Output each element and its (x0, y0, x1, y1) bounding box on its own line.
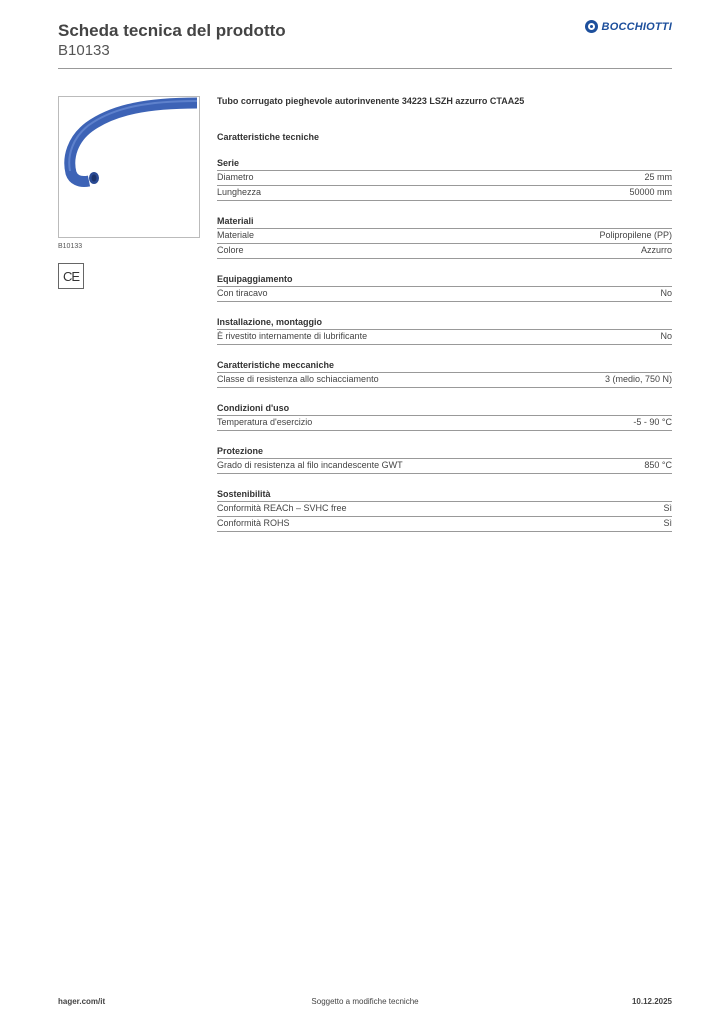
bocchiotti-logo-icon (585, 20, 598, 33)
spec-value: 3 (medio, 750 N) (604, 374, 672, 384)
section-materiali (217, 215, 672, 259)
section-condizioni (217, 402, 672, 431)
ce-mark-icon: CE (58, 263, 84, 289)
spec-value: 50000 mm (629, 187, 672, 197)
spec-row (217, 185, 672, 201)
product-title: Tubo corrugato pieghevole autorinvenente 34223 LSZH azzurro CTAA25 (217, 96, 525, 106)
footer-website-link[interactable]: hager.com/it (58, 997, 106, 1006)
section-title: Serie (217, 158, 240, 168)
product-image (58, 96, 200, 238)
section-equipaggiamento (217, 273, 672, 302)
tech-heading: Caratteristiche tecniche (217, 132, 320, 142)
spec-label: Con tiracavo (217, 288, 268, 298)
spec-row (217, 243, 672, 259)
spec-label: Temperatura d'esercizio (217, 417, 313, 427)
spec-label: Diametro (217, 172, 254, 182)
spec-label: Colore (217, 245, 244, 255)
spec-row (217, 329, 672, 345)
spec-label: Classe di resistenza allo schiacciamento (217, 374, 379, 384)
spec-label: Materiale (217, 230, 255, 240)
section-title: Installazione, montaggio (217, 317, 323, 327)
spec-label: Grado di resistenza al filo incandescente GWT (217, 460, 403, 470)
section-title: Sostenibilità (217, 489, 271, 499)
spec-value: 25 mm (644, 172, 672, 182)
spec-value: Azzurro (640, 245, 672, 255)
spec-label: Lunghezza (217, 187, 262, 197)
product-code: B10133 (58, 42, 110, 59)
spec-row (217, 458, 672, 474)
spec-value: Polipropilene (PP) (599, 230, 672, 240)
spec-row (217, 501, 672, 516)
spec-row (217, 228, 672, 243)
spec-label: Conformità REACh – SVHC free (217, 503, 347, 513)
spec-row (217, 516, 672, 532)
section-title: Materiali (217, 216, 254, 226)
spec-label: È rivestito internamente di lubrificante (217, 331, 368, 341)
footer-disclaimer: Soggetto a modifiche tecniche (311, 997, 419, 1006)
page-header (58, 20, 672, 61)
section-installazione (217, 316, 672, 345)
spec-value: No (660, 331, 672, 341)
spec-value: No (660, 288, 672, 298)
product-details (217, 95, 672, 532)
section-protezione (217, 445, 672, 474)
spec-value: Sì (663, 518, 672, 528)
spec-row (217, 415, 672, 431)
document-title: Scheda tecnica del prodotto (58, 21, 286, 40)
spec-value: Sì (663, 503, 672, 513)
spec-row (217, 372, 672, 388)
spec-value: 850 °C (644, 460, 672, 470)
spec-row (217, 170, 672, 185)
spec-row (217, 286, 672, 302)
section-title: Equipaggiamento (217, 274, 293, 284)
spec-label: Conformità ROHS (217, 518, 290, 528)
spec-value: -5 - 90 °C (633, 417, 672, 427)
footer-date: 10.12.2025 (631, 997, 672, 1006)
section-serie (217, 157, 672, 201)
corrugated-tube-image (59, 97, 199, 237)
section-title: Caratteristiche meccaniche (217, 360, 335, 370)
header-divider (58, 68, 672, 69)
section-meccaniche (217, 359, 672, 388)
logo-text: BOCCHIOTTI (601, 20, 672, 33)
section-title: Protezione (217, 446, 264, 456)
section-title: Condizioni d'uso (217, 403, 290, 413)
brand-logo (585, 20, 672, 33)
image-caption: B10133 (58, 243, 83, 250)
section-sostenibilita (217, 488, 672, 532)
